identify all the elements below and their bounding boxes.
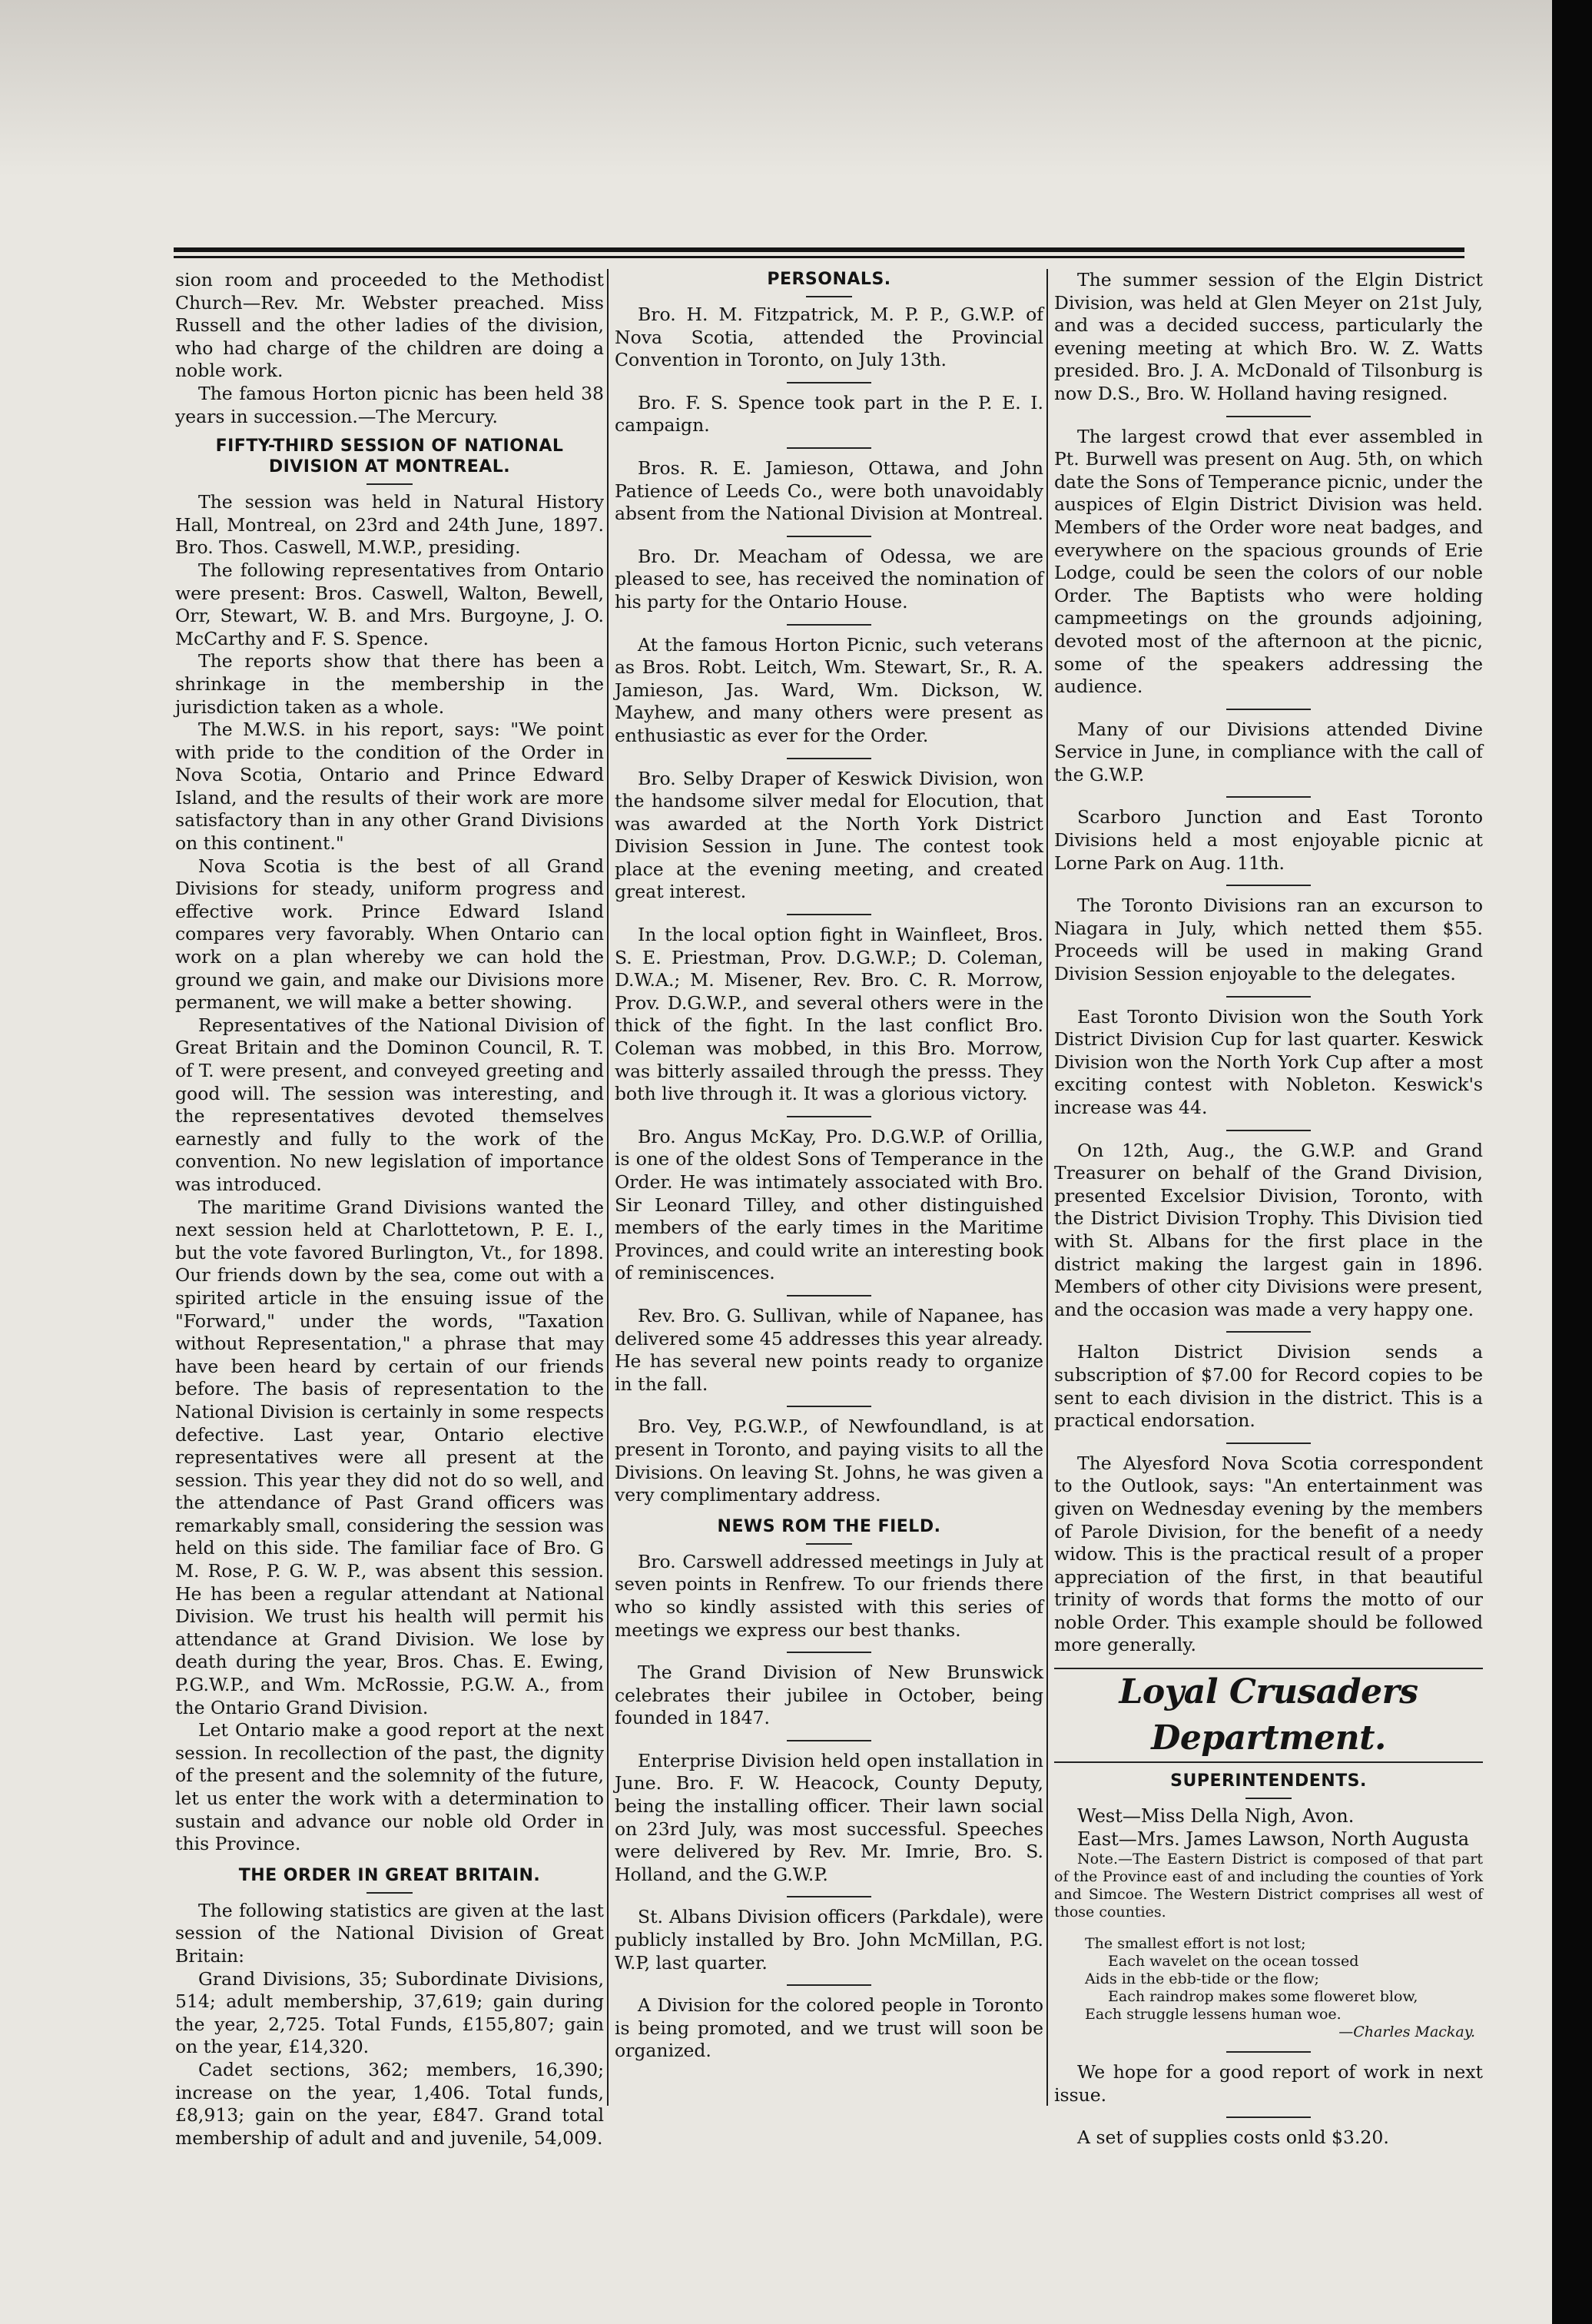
paragraph: Bro. Dr. Meacham of Odessa, we are pleased to see, has received the nomination of his party for the Ontario House. — [615, 545, 1043, 613]
separator — [1226, 885, 1311, 886]
paragraph: Bro. H. M. Fitzpatrick, M. P. P., G.W.P. of Nova Scotia, attended the Provincial Convention in Toronto, on July 13th. — [615, 304, 1043, 371]
separator — [1226, 2051, 1311, 2053]
separator — [1245, 1798, 1292, 1799]
separator — [787, 447, 871, 449]
separator — [787, 624, 871, 626]
superintendent-east: East—Mrs. James Lawson, North Augusta — [1077, 1828, 1470, 1850]
poem-line: Aids in the ebb-tide or the flow; — [1085, 1970, 1319, 1988]
separator — [787, 758, 871, 759]
section-headline: NEWS ROM THE FIELD. — [717, 1516, 941, 1536]
department-title: Loyal Crusaders Department. — [1054, 1668, 1483, 1763]
separator — [1226, 416, 1311, 417]
separator — [1226, 996, 1311, 998]
separator — [787, 914, 871, 915]
paragraph: Halton District Division sends a subscription of $7.00 for Record copies to be sent to each division in the district. This is a practical endorsation. — [1054, 1341, 1483, 1432]
paragraph: The reports show that there has been a shrinkage in the membership in the jurisdiction taken as a whole. — [175, 650, 604, 718]
paragraph: East Toronto Division won the South York District Division Cup for last quarter. Keswick Division won the North York Cup after a most exciting contest with Nobleton. Keswick's increase was 44. — [1054, 1005, 1483, 1118]
paragraph: The following representatives from Ontario were present: Bros. Caswell, Walton, Bewell, Orr, Stewart, W. B. and Mrs. Burgoyne, J. O. McCarthy and F. S. Spence. — [175, 559, 604, 649]
separator — [1226, 1331, 1311, 1333]
separator — [366, 1892, 413, 1894]
section-headline: SUPERINTENDENTS. — [1170, 1771, 1367, 1791]
paragraph: Bro. Vey, P.G.W.P., of Newfoundland, is at present in Toronto, and paying visits to all the Divisions. On leaving St. Johns, he was given a very complimentary address. — [615, 1416, 1043, 1506]
paragraph: Bros. R. E. Jamieson, Ottawa, and John Patience of Leeds Co., were both unavoidably absent from the National Division at Montreal. — [615, 456, 1043, 525]
paragraph: Rev. Bro. G. Sullivan, while of Napanee, has delivered some 45 addresses this year already. He has several new points ready to organize in the fall. — [615, 1304, 1043, 1395]
paragraph: The maritime Grand Divisions wanted the next session held at Charlottetown, P. E. I., but the vote favored Burlington, Vt., for 1898. Our friends down by the sea, come out with a spirited article in the ensuing issue of the "Forward," under the words, "Taxation without Representation," a phrase that may have been heard by certain of our friends before. The basis of representation to the National Division is certainly in some respects defective. Last year, Ontario elective representatives were all present at the session. This year they did not do so well, and the attendance of Past Grand officers was remarkably small, considering the session was held on this side. The familiar face of Bro. G M. Rose, P. G. W. P., was absent this session. He has been a regular attendant at National Division. We trust his health will permit his attendance at Grand Division. We lose by death during the year, Bros. Chas. E. Ewing, P.G.W.P., and Wm. McRossie, P.G.W. A., from the Ontario Grand Division. — [175, 1196, 604, 1718]
column-left — [175, 269, 604, 2150]
paragraph: Bro. Carswell addressed meetings in July at seven points in Renfrew. To our friends there who so kindly assisted with this series of meetings we express our best thanks. — [615, 1550, 1043, 1641]
paragraph: The largest crowd that ever assembled in Pt. Burwell was present on Aug. 5th, on which date the Sons of Temperance picnic, under the auspices of Elgin District Division was held. Members of the Order wore neat badges, and everywhere on the spacious grounds of Erie Lodge, could be seen the colors of our noble Order. The Baptists who were holding campmeetings on the grounds adjoining, devoted most of the afternoon at the picnic, some of the speakers addressing the audience. — [1054, 425, 1483, 698]
separator — [1226, 796, 1311, 798]
separator — [1226, 2116, 1311, 2118]
paragraph: A Division for the colored people in Toronto is being promoted, and we trust will soon be organized. — [615, 1994, 1043, 2062]
page-stain — [0, 0, 1592, 177]
paragraph: Representatives of the National Division of Great Britain and the Dominon Council, R. T. of T. were present, and conveyed greeting and good will. The session was interesting, and the representatives devoted themselves earnestly and fully to the work of the convention. No new legislation of importance was introduced. — [175, 1014, 604, 1195]
separator — [366, 483, 413, 485]
separator — [787, 1406, 871, 1407]
separator — [1226, 1130, 1311, 1131]
separator — [806, 296, 852, 297]
poem-line: Each wavelet on the ocean tossed — [1108, 1953, 1359, 1970]
separator — [787, 1896, 871, 1897]
scan-edge — [1552, 0, 1592, 2324]
paragraph: St. Albans Division officers (Parkdale), were publicly installed by Bro. John McMillan, P.G. W.P, last quarter. — [615, 1906, 1043, 1974]
paragraph: Nova Scotia is the best of all Grand Divisions for steady, uniform progress and effective work. Prince Edward Island compares very favorably. When Ontario can work on a plan whereby we can hold the ground we gain, and make our Divisions more permanent, we will make a better showing. — [175, 855, 604, 1014]
paragraph: A set of supplies costs onld $3.20. — [1077, 2126, 1389, 2149]
section-headline: PERSONALS. — [767, 270, 891, 289]
article-headline: FIFTY-THIRD SESSION OF NATIONAL DIVISION AT MONTREAL. — [215, 437, 564, 477]
paragraph: The M.W.S. in his report, says: "We point with pride to the condition of the Order in Nova Scotia, Ontario and Prince Edward Island, and the results of their work are more satisfactory than in any other Grand Divisions on this continent." — [175, 719, 604, 855]
paragraph: The session was held in Natural History Hall, Montreal, on 23rd and 24th June, 1897. Bro. Thos. Caswell, M.W.P., presiding. — [175, 491, 604, 559]
separator — [787, 536, 871, 537]
separator — [787, 1116, 871, 1117]
separator — [787, 1740, 871, 1741]
header-rule — [174, 247, 1464, 252]
superintendent-west: West—Miss Della Nigh, Avon. — [1077, 1805, 1355, 1828]
paragraph: Bro. F. S. Spence took part in the P. E. I. campaign. — [615, 391, 1043, 437]
separator — [787, 1652, 871, 1653]
paragraph: Let Ontario make a good report at the next session. In recollection of the past, the dignity of the present and the solemnity of the future, let us enter the work with a determination to sustain and advance our noble old Order in this Province. — [175, 1719, 604, 1855]
paragraph: The Grand Division of New Brunswick celebrates their jubilee in October, being founded in 1847. — [615, 1662, 1043, 1729]
paragraph: Cadet sections, 362; members, 16,390; increase on the year, 1,406. Total funds, £8,913; gain on the year, £847. Grand total membership of adult and and juvenile, 54,009. — [175, 2058, 604, 2149]
article-headline: THE ORDER IN GREAT BRITAIN. — [238, 1865, 541, 1885]
header-rule-thin — [174, 256, 1464, 258]
paragraph: Enterprise Division held open installation in June. Bro. F. W. Heacock, County Deputy, being the installing officer. Their lawn social on 23rd July, was most successful. Speeches were delivered by Rev. Mr. Imrie, Bro. S. Holland, and the G.W.P. — [615, 1749, 1043, 1885]
poem-line: Each raindrop makes some floweret blow, — [1108, 1988, 1418, 2006]
poem-line: Each struggle lessens human woe. — [1085, 2006, 1342, 2024]
separator — [787, 382, 871, 383]
poem-line: The smallest effort is not lost; — [1085, 1935, 1306, 1953]
note: Note.—The Eastern District is composed of that part of the Province east of and including the counties of York and Simcoe. The Western District comprises all west of those counties. — [1054, 1851, 1483, 1921]
column-rule — [1046, 269, 1048, 2106]
poem-author: —Charles Mackay. — [1338, 2024, 1475, 2041]
paragraph: The famous Horton picnic has been held 38 years in succession.—The Mercury. — [175, 382, 604, 427]
column-rule — [607, 269, 609, 2106]
separator — [787, 1984, 871, 1986]
paragraph: Bro. Angus McKay, Pro. D.G.W.P. of Orillia, is one of the oldest Sons of Temperance in the Order. He was intimately associated with Bro. Sir Leonard Tilley, and other distinguished members of the early times in the Maritime Provinces, and could write an interesting book of reminiscences. — [615, 1125, 1043, 1284]
separator — [787, 1295, 871, 1296]
paragraph: The summer session of the Elgin District Division, was held at Glen Meyer on 21st July, and was a decided success, particularly the evening meeting at which Bro. W. Z. Watts presided. Bro. J. A. McDonald of Tilsonburg is now D.S., Bro. W. Holland having resigned. — [1054, 269, 1483, 404]
separator — [1226, 709, 1311, 710]
poem — [1085, 1935, 1483, 2041]
paragraph: Many of our Divisions attended Divine Service in June, in compliance with the call of the G.W.P. — [1054, 718, 1483, 785]
paragraph: The following statistics are given at the last session of the National Division of Great Britain: — [175, 1899, 604, 1967]
paragraph: The Alyesford Nova Scotia correspondent to the Outlook, says: "An entertainment was given on Wednesday evening by the members of Parole Division, for the benefit of a needy widow. This is the practical result of a proper appreciation of the first, in that beautiful trinity of words that forms the motto of our noble Order. This example should be followed more generally. — [1054, 1452, 1483, 1656]
column-right — [1054, 269, 1483, 2150]
paragraph: Grand Divisions, 35; Subordinate Divisions, 514; adult membership, 37,619; gain during the year, 2,725. Total Funds, £155,807; gain on the year, £14,320. — [175, 1967, 604, 2058]
paragraph: Bro. Selby Draper of Keswick Division, won the handsome silver medal for Elocution, that was awarded at the North York District Division Session in June. The contest took place at the evening meeting, and created great interest. — [615, 767, 1043, 903]
paragraph: sion room and proceeded to the Methodist Church—Rev. Mr. Webster preached. Miss Russell and the other ladies of the division, who had charge of the children are doing a noble work. — [175, 269, 604, 382]
paragraph: Scarboro Junction and East Toronto Divisions held a most enjoyable picnic at Lorne Park on Aug. 11th. — [1054, 806, 1483, 874]
paragraph: We hope for a good report of work in next issue. — [1054, 2061, 1483, 2106]
column-middle — [615, 269, 1043, 2063]
paragraph: At the famous Horton Picnic, such veterans as Bros. Robt. Leitch, Wm. Stewart, Sr., R. A. Jamieson, Jas. Ward, Wm. Dickson, W. Mayhew, and many others were present as enthusiastic as ever for the Order. — [615, 633, 1043, 746]
separator — [806, 1543, 852, 1545]
paragraph: In the local option fight in Wainfleet, Bros. S. E. Priestman, Prov. D.G.W.P.; D. Coleman, D.W.A.; M. Misener, Rev. Bro. C. R. Morrow, Prov. D.G.W.P., and several others were in the thick of the fight. In the last conflict Bro. Coleman was mobbed, in this Bro. Morrow, was bitterly assailed through the presss. They both live through it. It was a glorious victory. — [615, 924, 1043, 1105]
separator — [1226, 1443, 1311, 1444]
paragraph: The Toronto Divisions ran an excurson to Niagara in July, which netted them $55. Proceeds will be used in making Grand Division Session enjoyable to the delegates. — [1054, 895, 1483, 985]
paragraph: On 12th, Aug., the G.W.P. and Grand Treasurer on behalf of the Grand Division, presented Excelsior Division, Toronto, with the District Division Trophy. This Division tied with St. Albans for the first place in the district making the largest gain in 1896. Members of other city Divisions were present, and the occasion was made a very happy one. — [1054, 1139, 1483, 1320]
